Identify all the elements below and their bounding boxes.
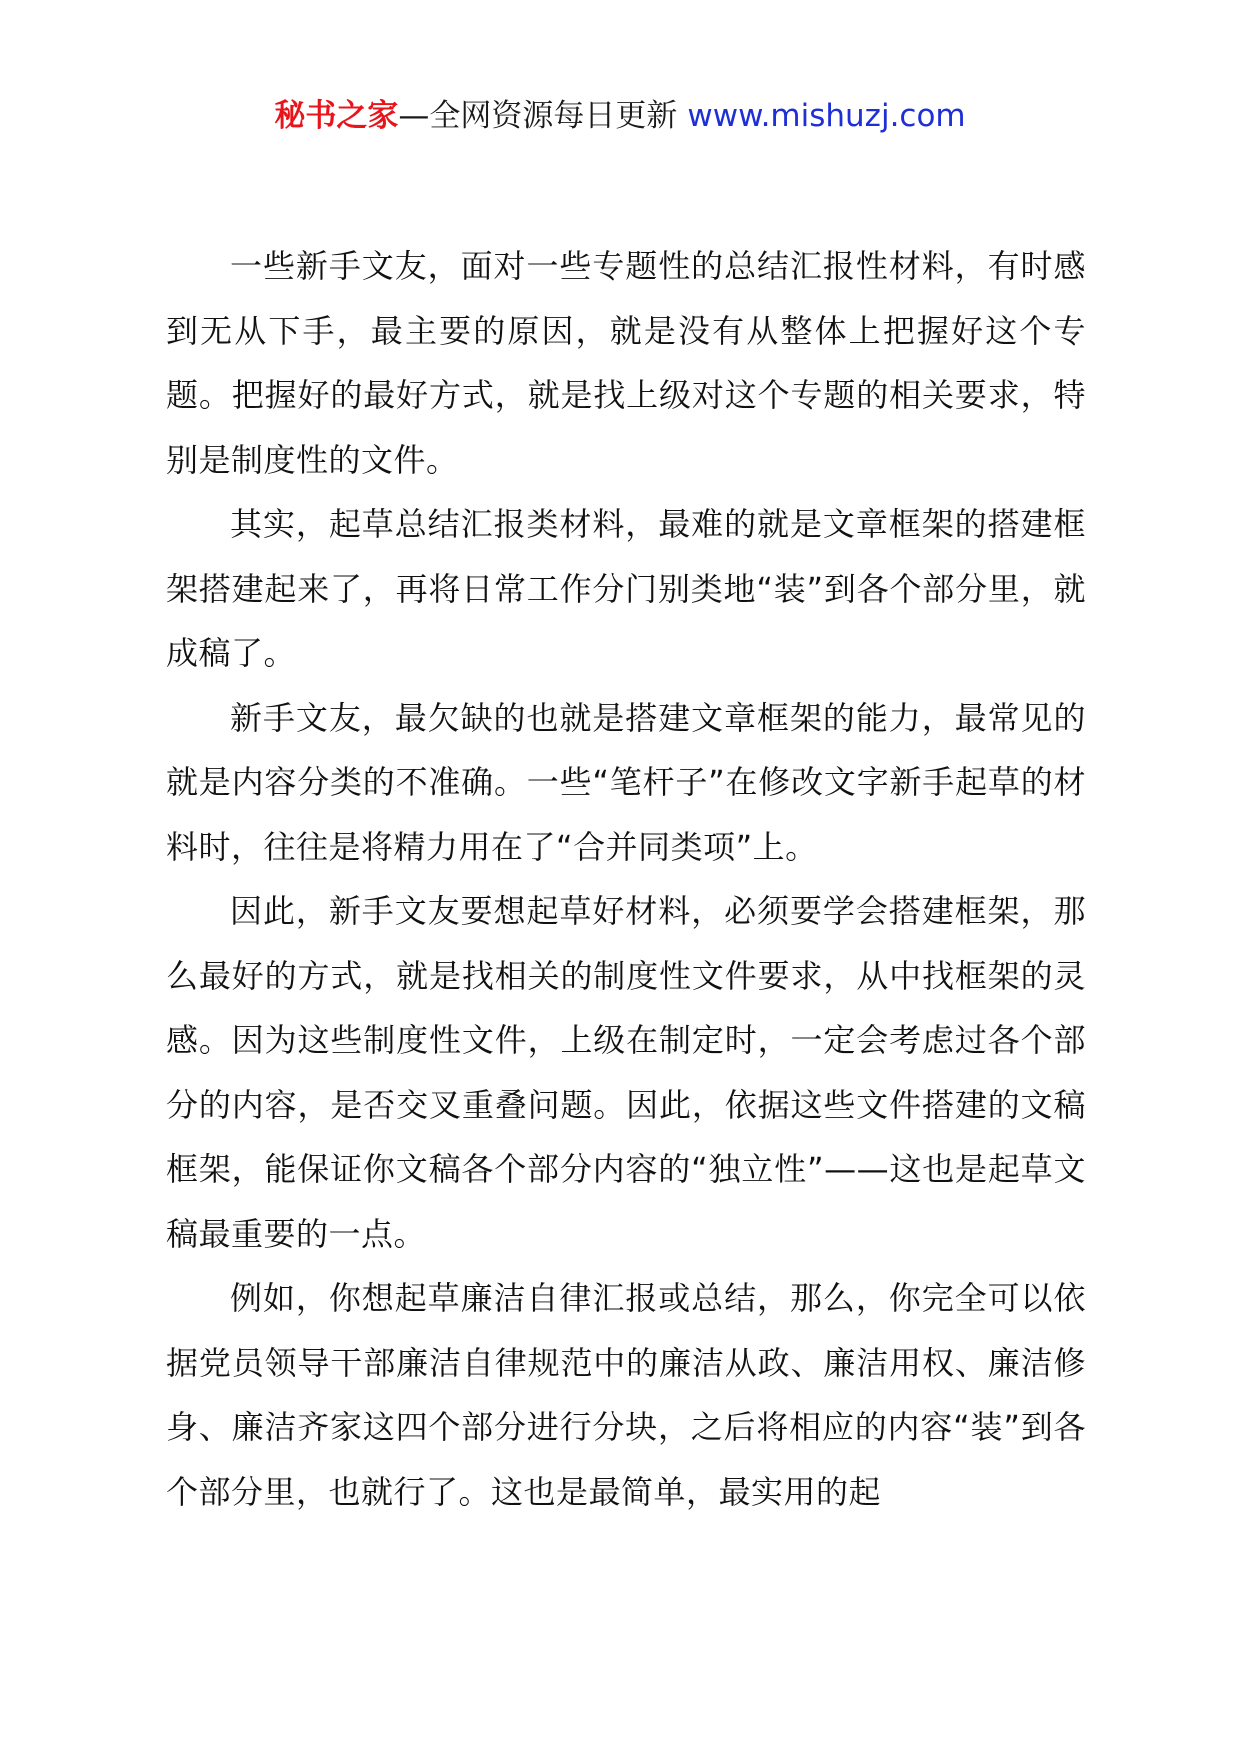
- paragraph: 新手文友，最欠缺的也就是搭建文章框架的能力，最常见的就是内容分类的不准确。一些“笔杆子”在修改文字新手起草的材料时，往往是将精力用在了“合并同类项”上。: [166, 698, 1086, 866]
- paragraph: 因此，新手文友要想起草好材料，必须要学会搭建框架，那么最好的方式，就是找相关的制度性文件要求，从中找框架的灵感。因为这些制度性文件，上级在制定时，一定会考虑过各个部分的内容，是否交叉重叠问题。因此，依据这些文件搭建的文稿框架，能保证你文稿各个部分内容的“独立性”——这也是起草文稿最重要的一点。: [166, 892, 1086, 1253]
- site-link[interactable]: www.mishuzj.com: [687, 98, 966, 134]
- brand-name: 秘书之家: [274, 98, 399, 134]
- paragraph: 其实，起草总结汇报类材料，最难的就是文章框架的搭建框架搭建起来了，再将日常工作分门别类地“装”到各个部分里，就成稿了。: [166, 505, 1086, 672]
- header-tagline: —全网资源每日更新: [398, 98, 678, 134]
- document-body: [166, 234, 1086, 1524]
- paragraph: 一些新手文友，面对一些专题性的总结汇报性材料，有时感到无从下手，最主要的原因，就是没有从整体上把握好这个专题。把握好的最好方式，就是找上级对这个专题的相关要求，特别是制度性的文件。: [166, 247, 1086, 479]
- page-header: [0, 96, 1240, 136]
- paragraph: 例如，你想起草廉洁自律汇报或总结，那么，你完全可以依据党员领导干部廉洁自律规范中的廉洁从政、廉洁用权、廉洁修身、廉洁齐家这四个部分进行分块，之后将相应的内容“装”到各个部分里，也就行了。这也是最简单，最实用的起: [166, 1279, 1086, 1511]
